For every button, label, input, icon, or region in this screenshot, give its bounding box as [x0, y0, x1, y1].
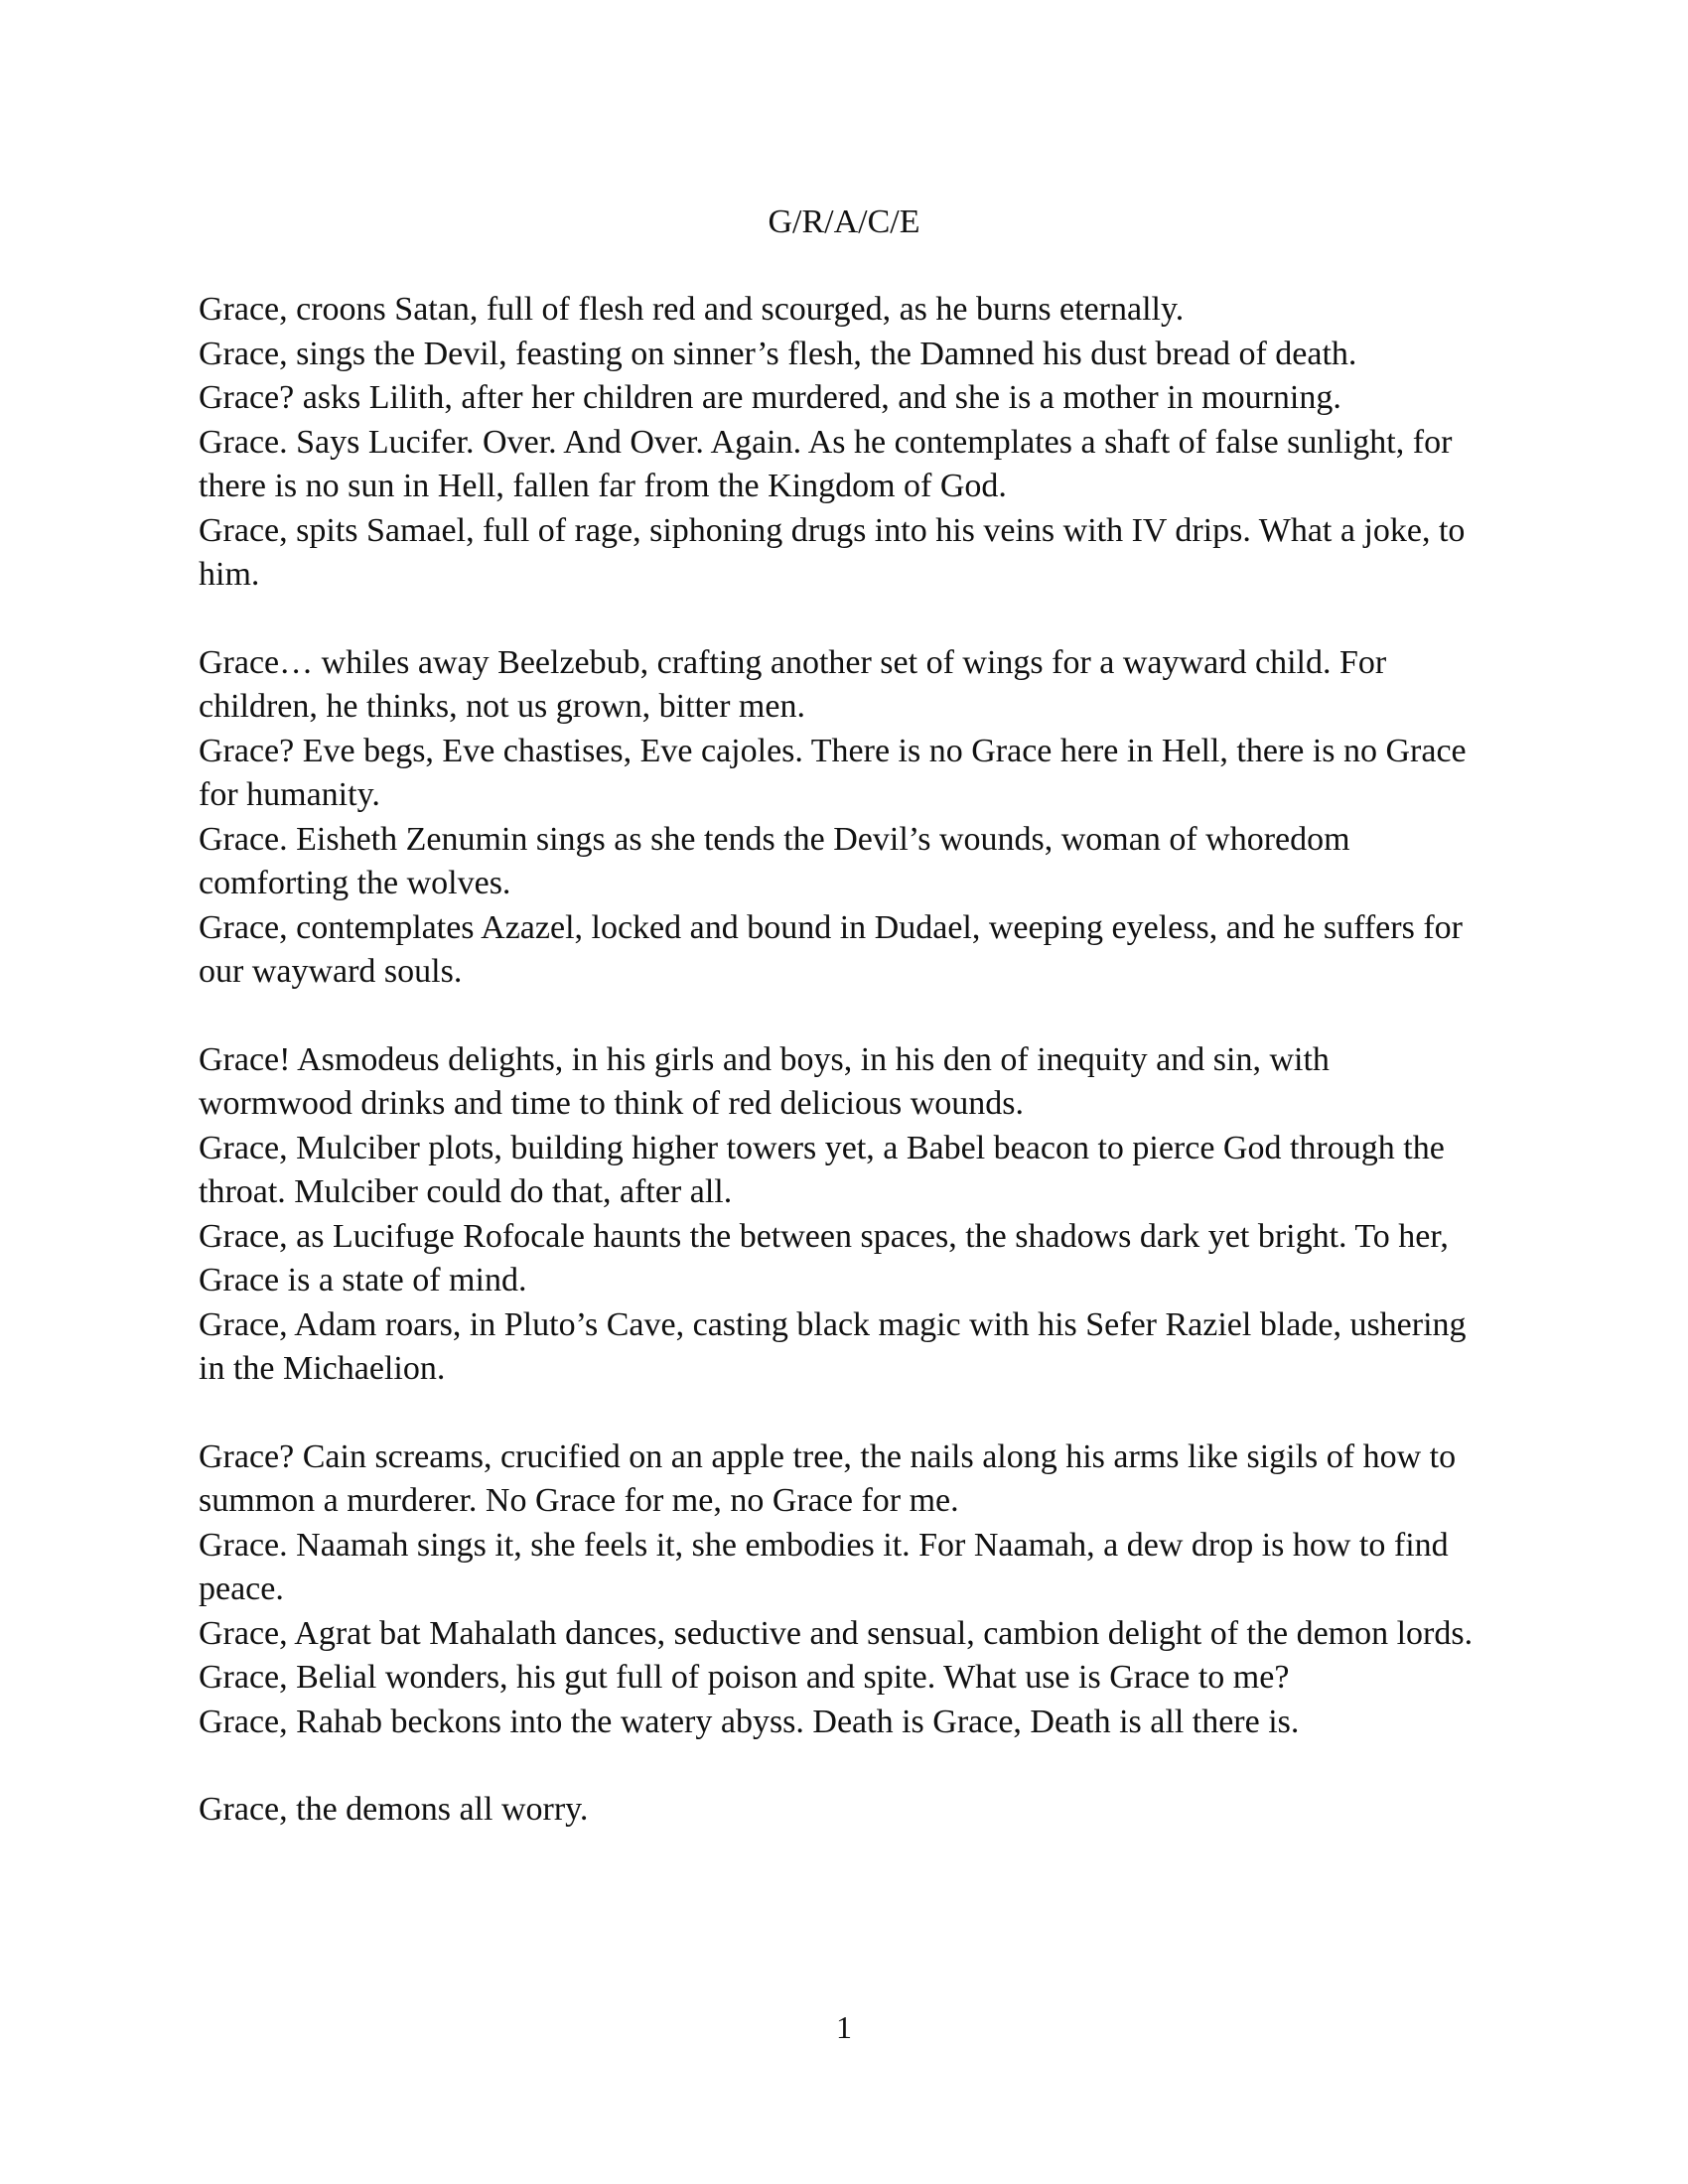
poem-body: [199, 288, 1489, 1876]
poem-line: Grace? asks Lilith, after her children are murdered, and she is a mother in mourning.: [199, 379, 1341, 416]
stanza-3: [199, 1038, 1489, 1392]
stanza-5: [199, 1788, 1489, 1833]
poem-line: Grace, Agrat bat Mahalath dances, seductive and sensual, cambion delight of the demon lords.: [199, 1614, 1474, 1652]
poem-line: Grace. Eisheth Zenumin sings as she tends the Devil’s wounds, woman of whoredom comforting the wolves.: [199, 820, 1350, 901]
page-number: 1: [836, 2009, 852, 2045]
poem-line: Grace, Mulciber plots, building higher towers yet, a Babel beacon to pierce God through the throat. Mulciber could do that, after all.: [199, 1129, 1445, 1210]
poem-line: Grace, Rahab beckons into the watery abyss. Death is Grace, Death is all there is.: [199, 1703, 1300, 1740]
poem-line: Grace. Naamah sings it, she feels it, she embodies it. For Naamah, a dew drop is how to find peace.: [199, 1526, 1449, 1607]
poem-line: Grace, Belial wonders, his gut full of poison and spite. What use is Grace to me?: [199, 1659, 1290, 1696]
poem-line: Grace, Adam roars, in Pluto’s Cave, casting black magic with his Sefer Raziel blade, ushering in the Michaelion.: [199, 1305, 1467, 1387]
page-title: G/R/A/C/E: [768, 204, 920, 240]
stanza-1: [199, 288, 1489, 598]
poem-line: Grace, sings the Devil, feasting on sinner’s flesh, the Damned his dust bread of death.: [199, 335, 1357, 372]
poem-line: Grace! Asmodeus delights, in his girls and boys, in his den of inequity and sin, with wormwood drinks and time to think of red delicious wounds.: [199, 1040, 1330, 1122]
poem-line: Grace, contemplates Azazel, locked and bound in Dudael, weeping eyeless, and he suffers for our wayward souls.: [199, 908, 1463, 990]
poem-line: Grace, croons Satan, full of flesh red and scourged, as he burns eternally.: [199, 291, 1185, 328]
poem-line: Grace, as Lucifuge Rofocale haunts the between spaces, the shadows dark yet bright. To her, Grace is a state of mind.: [199, 1217, 1449, 1298]
stanza-2: [199, 641, 1489, 995]
poem-line: Grace? Cain screams, crucified on an apple tree, the nails along his arms like sigils of how to summon a murderer. No Grace for me, no Grace for me.: [199, 1437, 1457, 1519]
poem-line: Grace, the demons all worry.: [199, 1791, 589, 1828]
poem-line: Grace? Eve begs, Eve chastises, Eve cajoles. There is no Grace here in Hell, there is no Grace for humanity.: [199, 732, 1467, 813]
poem-line: Grace… whiles away Beelzebub, crafting another set of wings for a wayward child. For children, he thinks, not us grown, bitter men.: [199, 643, 1387, 725]
poem-line: Grace. Says Lucifer. Over. And Over. Again. As he contemplates a shaft of false sunlight, for there is no sun in Hell, fallen far from the Kingdom of God.: [199, 423, 1453, 504]
stanza-4: [199, 1435, 1489, 1745]
poem-line: Grace, spits Samael, full of rage, siphoning drugs into his veins with IV drips. What a joke, to him.: [199, 511, 1466, 593]
